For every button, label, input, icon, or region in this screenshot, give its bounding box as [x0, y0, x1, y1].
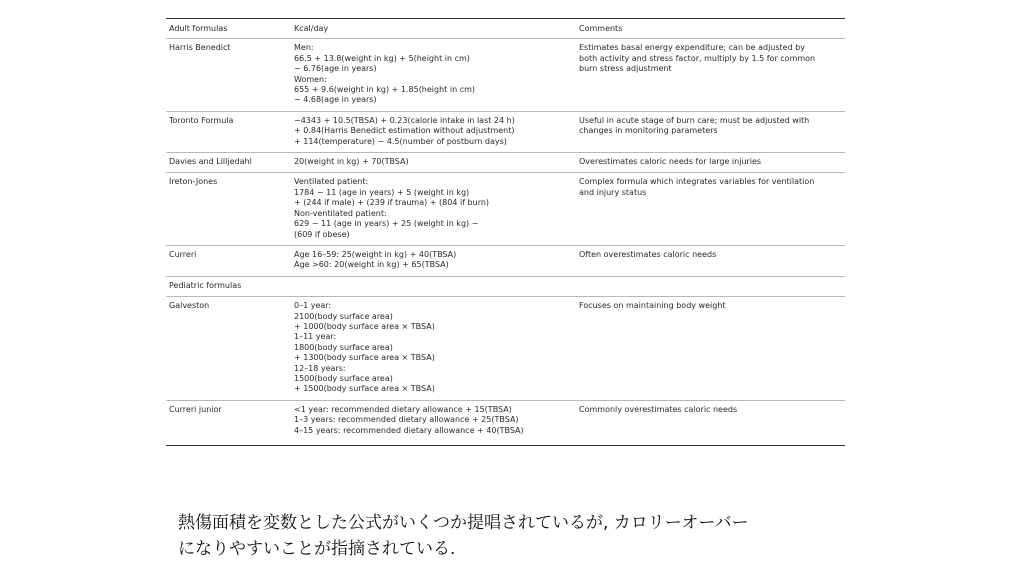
- caption-line-2: になりやすいことが指摘されている.: [178, 539, 456, 559]
- caption-line-1: 熱傷面積を変数とした公式がいくつか提唱されているが, カロリーオーバー: [178, 513, 749, 533]
- comment-line: both activity and stress factor, multiply by 1.5 for common: [579, 53, 816, 63]
- table-row: [166, 245, 845, 276]
- comment-cell: [576, 276, 845, 296]
- formula-line: Ventilated patient:: [294, 177, 369, 187]
- formula-line: 2100(body surface area): [294, 311, 393, 321]
- formula-line: Women:: [294, 74, 327, 84]
- formula-name-cell: Pediatric formulas: [166, 276, 291, 296]
- formula-line: 66.5 + 13.8(weight in kg) + 5(height in cm): [294, 53, 470, 63]
- comment-cell: [576, 39, 845, 111]
- formula-line: −4343 + 10.5(TBSA) + 0.23(calorie intake in last 24 h): [294, 115, 515, 125]
- caloric-formula-table: [166, 19, 845, 441]
- formula-name-cell: Curreri: [166, 245, 291, 276]
- formula-line: + 1000(body surface area × TBSA): [294, 321, 435, 331]
- comment-line: Complex formula which integrates variables for ventilation: [579, 177, 815, 187]
- formula-line: (609 if obese): [294, 229, 350, 239]
- table-row: [166, 400, 845, 441]
- table-row: [166, 173, 845, 245]
- formula-line: + 0.84(Harris Benedict estimation without adjustment): [294, 126, 515, 136]
- formula-line: + 1500(body surface area × TBSA): [294, 384, 435, 394]
- comment-line: Useful in acute stage of burn care; must be adjusted with: [579, 115, 810, 125]
- formula-name-cell: Harris Benedict: [166, 39, 291, 111]
- formula-line: 1–11 year:: [294, 332, 337, 342]
- table-row: [166, 111, 845, 152]
- comment-cell: [576, 153, 845, 173]
- formula-name-cell: Davies and Lilljedahl: [166, 153, 291, 173]
- comment-cell: [576, 173, 845, 245]
- formula-line: Age >60: 20(weight in kg) + 65(TBSA): [294, 260, 449, 270]
- formula-line: − 6.76(age in years): [294, 64, 377, 74]
- comment-cell: [576, 400, 845, 441]
- formula-line: 20(weight in kg) + 70(TBSA): [294, 157, 409, 167]
- formula-line: 655 + 9.6(weight in kg) + 1.85(height in cm): [294, 85, 475, 95]
- formula-line: Men:: [294, 43, 314, 53]
- formula-name-cell: Toronto Formula: [166, 111, 291, 152]
- formula-line: + 114(temperature) − 4.5(number of postburn days): [294, 136, 507, 146]
- table-row: [166, 276, 845, 296]
- comment-cell: [576, 297, 845, 401]
- japanese-caption: [178, 510, 898, 562]
- formula-line: − 4.68(age in years): [294, 95, 377, 105]
- kcal-formula-cell: [291, 245, 576, 276]
- kcal-formula-cell: [291, 39, 576, 111]
- comment-line: Estimates basal energy expenditure; can be adjusted by: [579, 43, 806, 53]
- table-row: [166, 297, 845, 401]
- table-row: [166, 39, 845, 111]
- comment-line: Overestimates caloric needs for large injuries: [579, 157, 762, 167]
- table-row: [166, 153, 845, 173]
- formula-line: Age 16–59: 25(weight in kg) + 40(TBSA): [294, 249, 457, 259]
- kcal-formula-cell: [291, 153, 576, 173]
- table-body: [166, 39, 845, 441]
- comment-line: and injury status: [579, 187, 647, 197]
- formula-line: 0–1 year:: [294, 301, 332, 311]
- comment-line: burn stress adjustment: [579, 64, 672, 74]
- comment-line: Focuses on maintaining body weight: [579, 301, 726, 311]
- formula-line: <1 year: recommended dietary allowance + 15(TBSA): [294, 404, 512, 414]
- formula-name-cell: Galveston: [166, 297, 291, 401]
- formula-table-container: [166, 18, 845, 446]
- table-bottom-rule: [166, 445, 845, 446]
- comment-line: changes in monitoring parameters: [579, 126, 718, 136]
- header-formula-name: Adult formulas: [169, 24, 228, 33]
- formula-line: 629 − 11 (age in years) + 25 (weight in kg) −: [294, 219, 479, 229]
- table-header-row: [166, 19, 845, 39]
- kcal-formula-cell: [291, 276, 576, 296]
- kcal-formula-cell: [291, 297, 576, 401]
- header-comments: Comments: [579, 24, 623, 33]
- formula-line: Non-ventilated patient:: [294, 208, 387, 218]
- formula-line: 4–15 years: recommended dietary allowance + 40(TBSA): [294, 425, 524, 435]
- formula-name-cell: Ireton-Jones: [166, 173, 291, 245]
- formula-line: 1800(body surface area): [294, 342, 393, 352]
- formula-line: 1–3 years: recommended dietary allowance + 25(TBSA): [294, 415, 519, 425]
- comment-cell: [576, 111, 845, 152]
- comment-line: Often overestimates caloric needs: [579, 249, 717, 259]
- formula-line: 1500(body surface area): [294, 373, 393, 383]
- formula-line: + 1300(body surface area × TBSA): [294, 353, 435, 363]
- comment-line: Commonly overestimates caloric needs: [579, 404, 738, 414]
- formula-name-cell: Curreri junior: [166, 400, 291, 441]
- kcal-formula-cell: [291, 400, 576, 441]
- formula-line: 12–18 years:: [294, 363, 346, 373]
- kcal-formula-cell: [291, 173, 576, 245]
- formula-line: + (244 if male) + (239 if trauma) + (804 if burn): [294, 198, 490, 208]
- header-kcal-per-day: Kcal/day: [294, 24, 329, 33]
- comment-cell: [576, 245, 845, 276]
- kcal-formula-cell: [291, 111, 576, 152]
- formula-line: 1784 − 11 (age in years) + 5 (weight in kg): [294, 187, 470, 197]
